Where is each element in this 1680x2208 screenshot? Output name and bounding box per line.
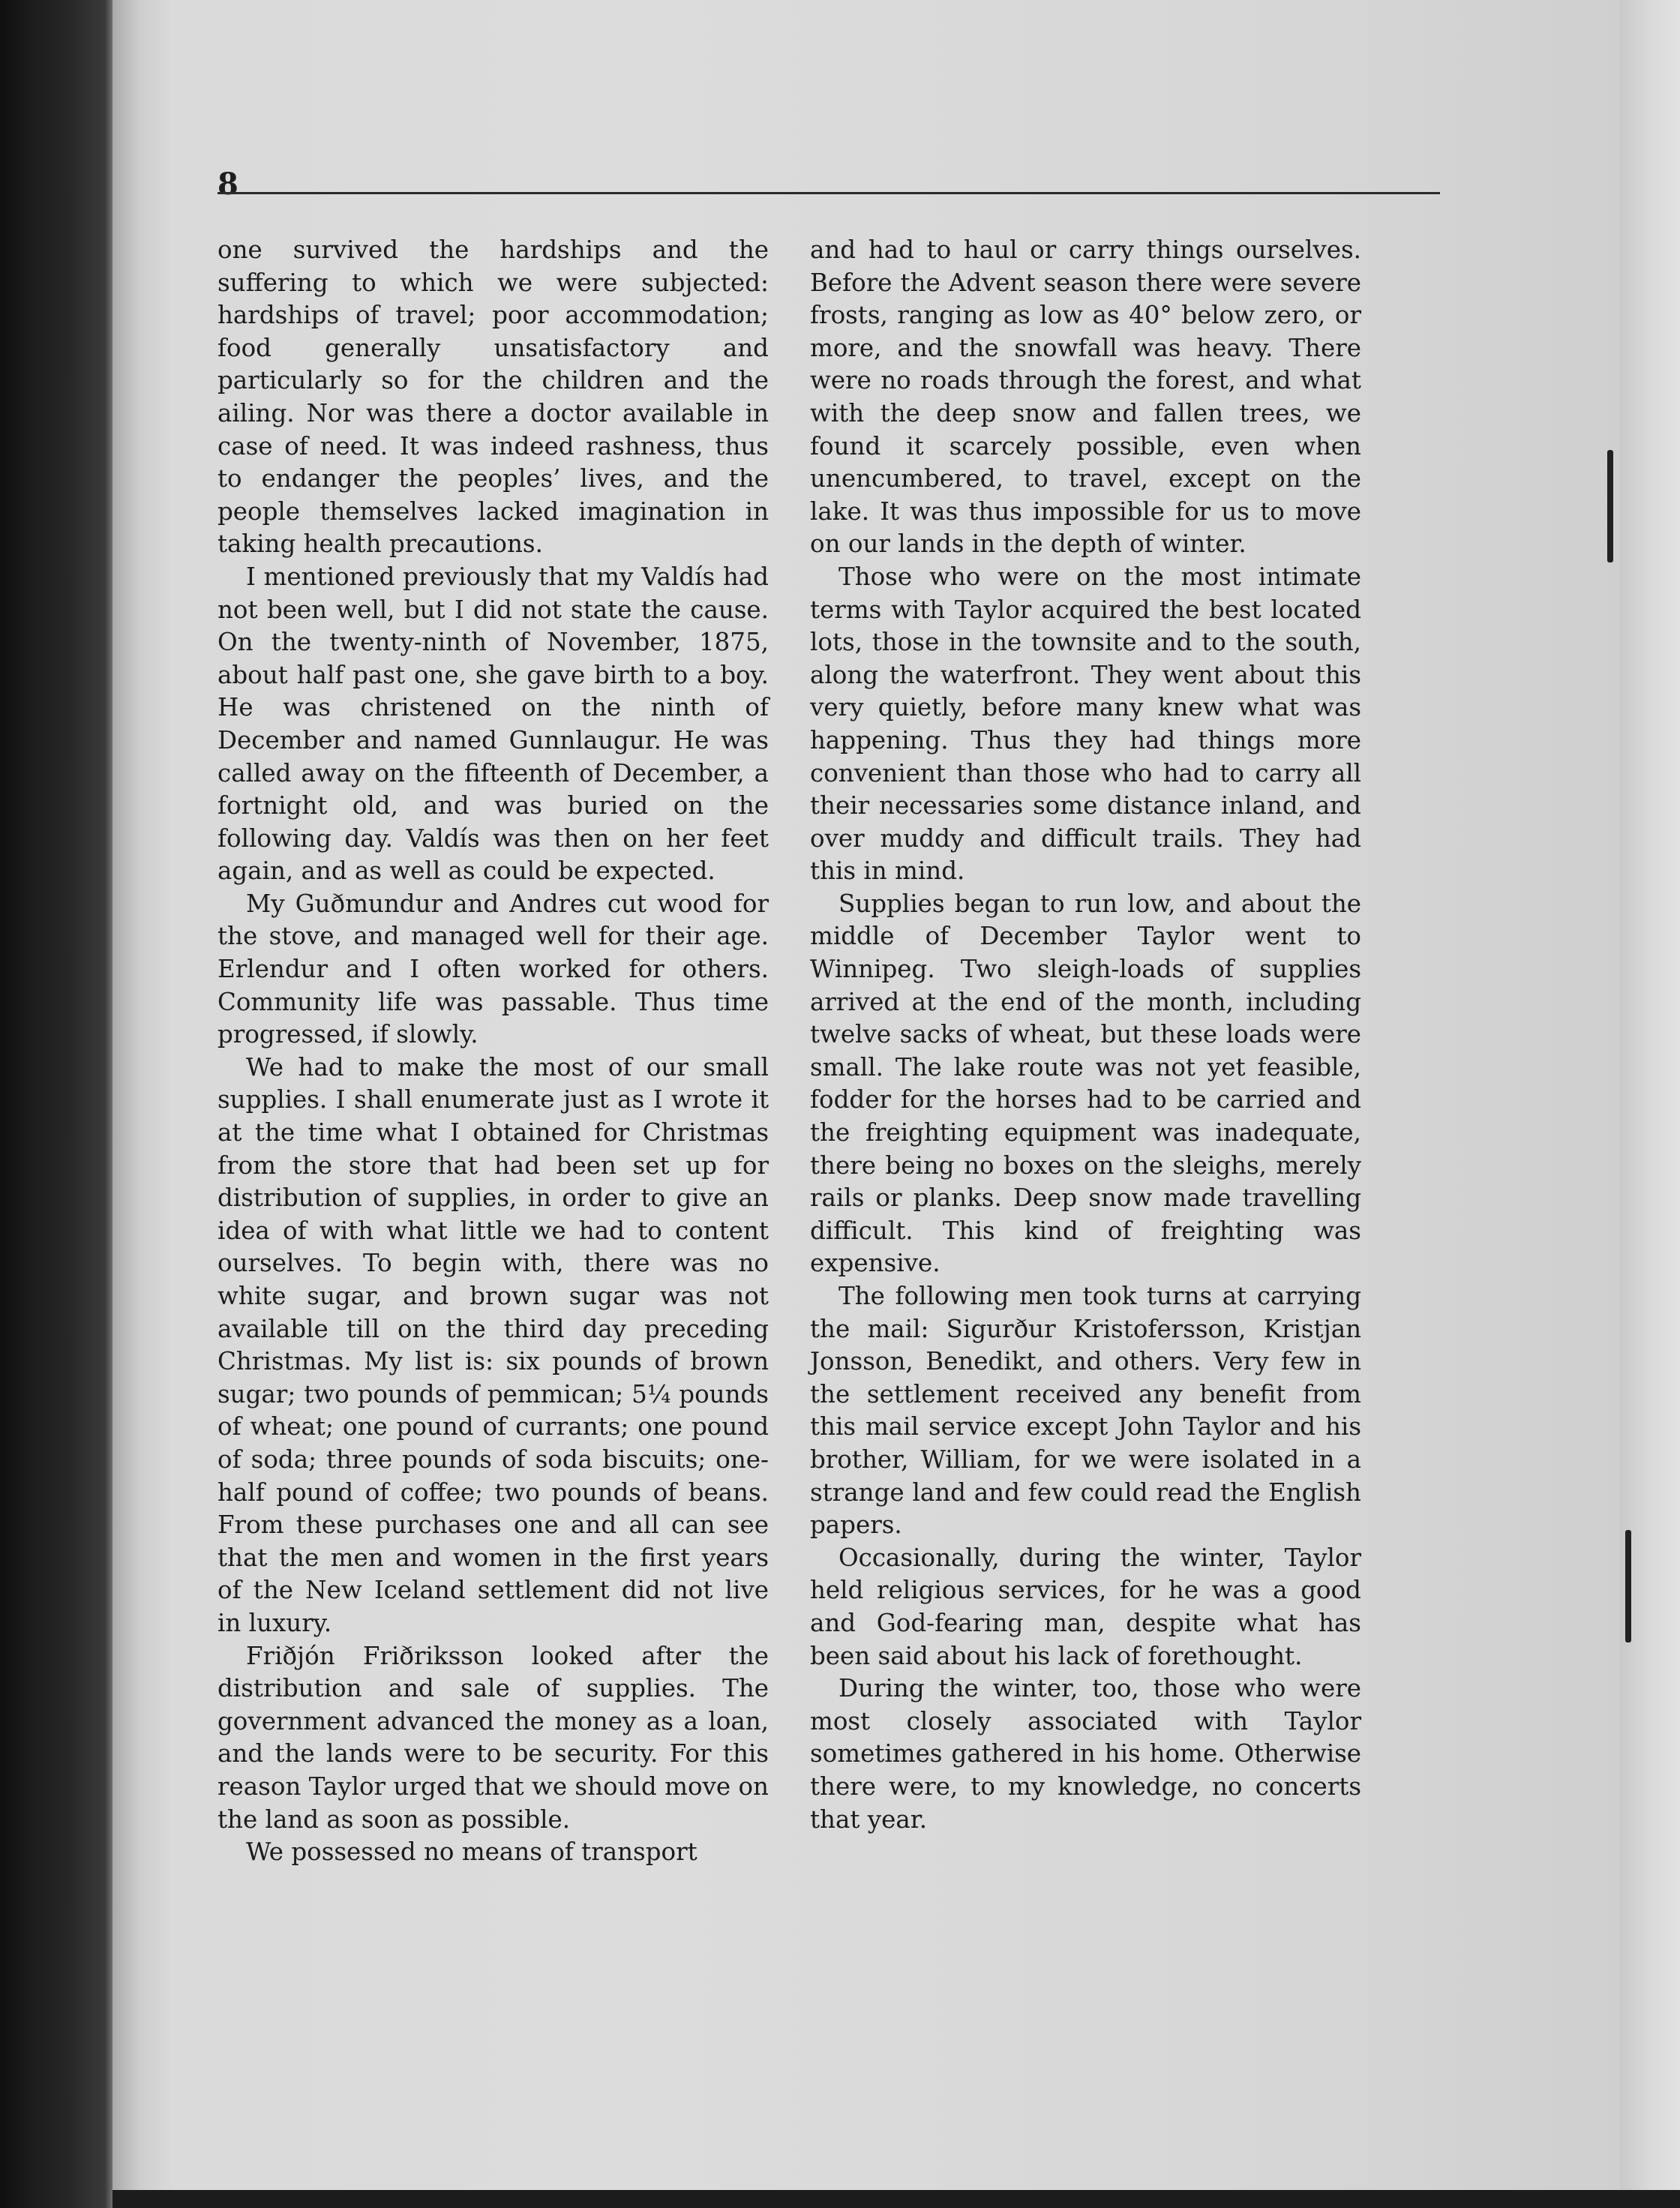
paragraph: Those who were on the most intimate terms with Taylor acquired the best located lots, those in the townsite and to the south, along the waterfront. They went about this very quietly, before many knew what was happening. Thus they had things more convenient than those who had to carry all their necessaries some distance inland, and over muddy and difficult trails. They had this in mind. [810,562,1361,886]
paragraph: My Guðmundur and Andres cut wood for the stove, and managed well for their age. Erlendur and I often worked for others. Community life was passable. Thus time progressed, if slowly. [218,889,769,1049]
paragraph: Friðjón Friðriksson looked after the distribution and sale of supplies. The government advanced the money as a loan, and the lands were to be security. For this reason Taylor urged that we should move on the land as soon as possible. [218,1641,769,1834]
left-column [218,234,769,1869]
page-edge-right [1620,0,1680,2208]
paragraph: I mentioned previously that my Valdís had not been well, but I did not state the cause. On the twenty-ninth of November, 1875, about half past one, she gave birth to a boy. He was christened on the ninth of December and named Gunnlaugur. He was called away on the fifteenth of December, a fortnight old, and was buried on the following day. Valdís was then on her feet again, and as well as could be expected. [218,562,769,886]
paragraph: one survived the hardships and the suffering to which we were subjected: hardships of travel; poor accommodation; food generally unsatisfactory and particularly so for the children and the ailing. Nor was there a doctor available in case of need. It was indeed rashness, thus to endanger the peoples’ lives, and the people themselves lacked imagination in taking health precautions. [218,236,769,559]
page-number: 8 [218,166,238,202]
scan-edge-mark [1625,1530,1631,1642]
page-edge-bottom [112,2190,1680,2208]
paragraph: Supplies began to run low, and about the middle of December Taylor went to Winnipeg. Two sleigh-loads of supplies arrived at the end of the month, including twelve sacks of wheat, but these loads were small. The lake route was not yet feasible, fodder for the horses had to be carried and the freighting equipment was inadequate, there being no boxes on the sleighs, merely rails or planks. Deep snow made travelling difficult. This kind of freighting was expensive. [810,889,1361,1278]
paragraph: We possessed no means of transport [246,1838,698,1867]
paragraph: The following men took turns at carrying the mail: Sigurður Kristofersson, Kristjan Jonsson, Benedikt, and others. Very few in the settlement received any benefit from this mail service except John Taylor and his brother, William, for we were isolated in a strange land and few could read the English papers. [810,1282,1361,1540]
scan-edge-mark [1607,450,1613,562]
right-column [810,234,1361,1836]
paragraph: We had to make the most of our small supplies. I shall enumerate just as I wrote it at the time what I obtained for Christmas from the store that had been set up for distribution of supplies, in order to give an idea of with what little we had to content ourselves. To begin with, there was no white sugar, and brown sugar was not available till on the third day preceding Christmas. My list is: six pounds of brown sugar; two pounds of pemmican; 5¼ pounds of wheat; one pound of currants; one pound of soda; three pounds of soda biscuits; one-half pound of coffee; two pounds of beans. From these purchases one and all can see that the men and women in the first years of the New Iceland settlement did not live in luxury. [218,1052,769,1637]
paragraph: During the winter, too, those who were most closely associated with Taylor sometimes gathered in his home. Otherwise there were, to my knowledge, no concerts that year. [810,1674,1361,1834]
paragraph: Occasionally, during the winter, Taylor held religious services, for he was a good and God-fearing man, despite what has been said about his lack of forethought. [810,1543,1361,1670]
paragraph: and had to haul or carry things ourselves. Before the Advent season there were severe frosts, ranging as low as 40° below zero, or more, and the snowfall was heavy. There were no roads through the forest, and what with the deep snow and fallen trees, we found it scarcely possible, even when unencumbered, to travel, except on the lake. It was thus impossible for us to move on our lands in the depth of winter. [810,236,1361,559]
book-binding-shadow [0,0,112,2208]
header-rule [218,192,1440,194]
